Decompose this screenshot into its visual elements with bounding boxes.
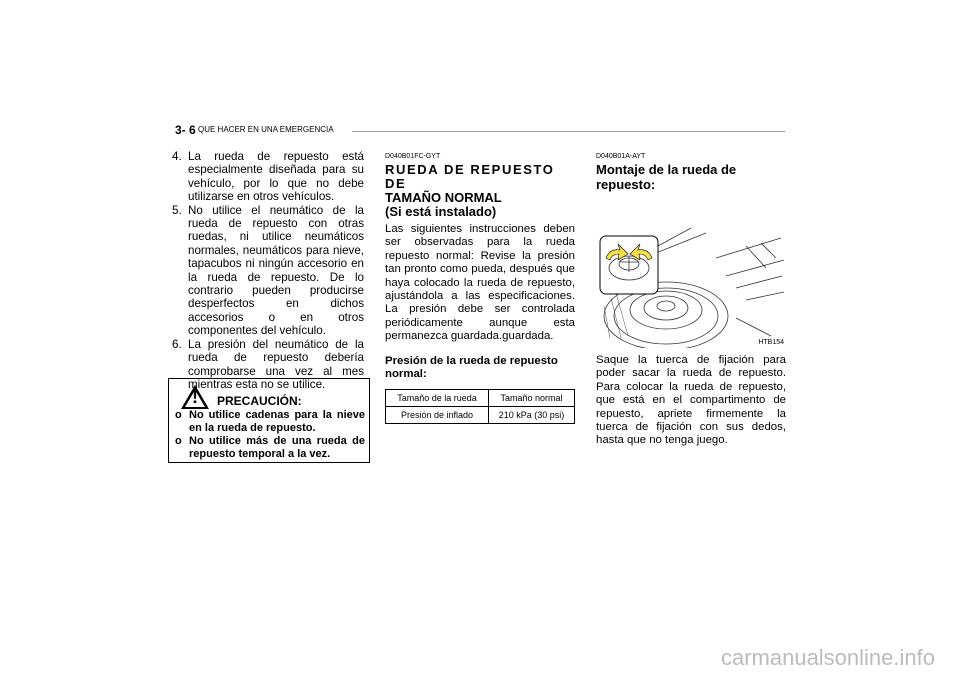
spec-table (385, 389, 575, 424)
table-cell: 210 kPa (30 psi) (489, 407, 575, 424)
table-cell: Tamaño normal (489, 390, 575, 407)
section-title: QUE HACER EN UNA EMERGENCIA (198, 125, 334, 134)
list-number: 5. (172, 203, 182, 217)
list-number: 6. (172, 337, 182, 351)
caution-bullet: o (175, 435, 182, 447)
caution-text: No utilice más de una rueda de repuesto temporal a la vez. (189, 435, 365, 460)
exclamation-icon: ! (192, 387, 198, 407)
table-row (386, 407, 575, 424)
heading-line: (Si está instalado) (385, 204, 497, 219)
list-number: 4. (172, 150, 182, 163)
list-text: La presión del neumático de la rueda de repuesto debería comprobarse una vez al mes mientras esta no se utilice. (188, 337, 364, 391)
left-column (172, 150, 364, 391)
page-number: 3- 6 (175, 123, 196, 137)
spare-tire-illustration (596, 198, 786, 348)
table-row (386, 390, 575, 407)
section-paragraph: Saque la tuerca de fijación para poder sacar la rueda de repuesto. Para colocar la rueda de repuesto, que está en el compartimento de repuesto, apriete firmemente la tuerca de fijación con sus dedos, hasta que no tenga juego. (596, 354, 786, 447)
heading-line: RUEDA DE REPUESTO DE (385, 162, 555, 191)
figure-code: HTB154 (758, 339, 784, 346)
table-cell: Tamaño de la rueda (386, 390, 489, 407)
spare-tire-drawing (596, 198, 786, 348)
caution-title: PRECAUCIÓN: (217, 394, 302, 408)
watermark: carmanualsonline.info (720, 645, 935, 670)
section-code: D040B01FC-GYT (385, 153, 441, 160)
right-column (596, 153, 786, 448)
pressure-subheading: Presión de la rueda de repuesto normal: (385, 354, 558, 381)
list-text: La rueda de repuesto está especialmente diseñada para su vehículo, por lo que no debe utilizarse en otros vehículos. (188, 150, 364, 204)
caution-bullet: o (175, 409, 182, 421)
list-item (172, 150, 364, 204)
caution-list (175, 409, 365, 461)
caution-item (175, 435, 365, 461)
heading-line: TAMAÑO NORMAL (385, 190, 502, 205)
section-heading (385, 163, 575, 219)
middle-column (385, 153, 575, 424)
caution-box (168, 378, 370, 463)
section-paragraph: Las siguientes instrucciones deben ser observadas para la rueda repuesto normal: Revise la presión tan pronto como pueda, después que haya colocado la rueda de repuesto, ajustándola a las especificaciones. La presión debe ser controlada periódicamente aunque esta permanezca guardada.guardada. (385, 223, 575, 343)
list-text: No utilice el neumático de la rueda de repuesto con otras ruedas, ni utilice neumáticos normales, neumáticos para nieve, tapacubos ni ningún accesorio en la rueda de repuesto. De lo contrario pueden producirse desperfectos en dichos accesorios o en otros componentes del vehículo. (188, 203, 364, 338)
list-item (172, 204, 364, 338)
table-cell: Presión de inflado (386, 407, 489, 424)
header-rule (352, 131, 785, 132)
caution-text: No utilice cadenas para la nieve en la rueda de repuesto. (189, 409, 365, 434)
section-code: D040B01A-AYT (596, 153, 646, 160)
section-heading: Montaje de la rueda de repuesto: (596, 162, 737, 192)
caution-item (175, 409, 365, 435)
